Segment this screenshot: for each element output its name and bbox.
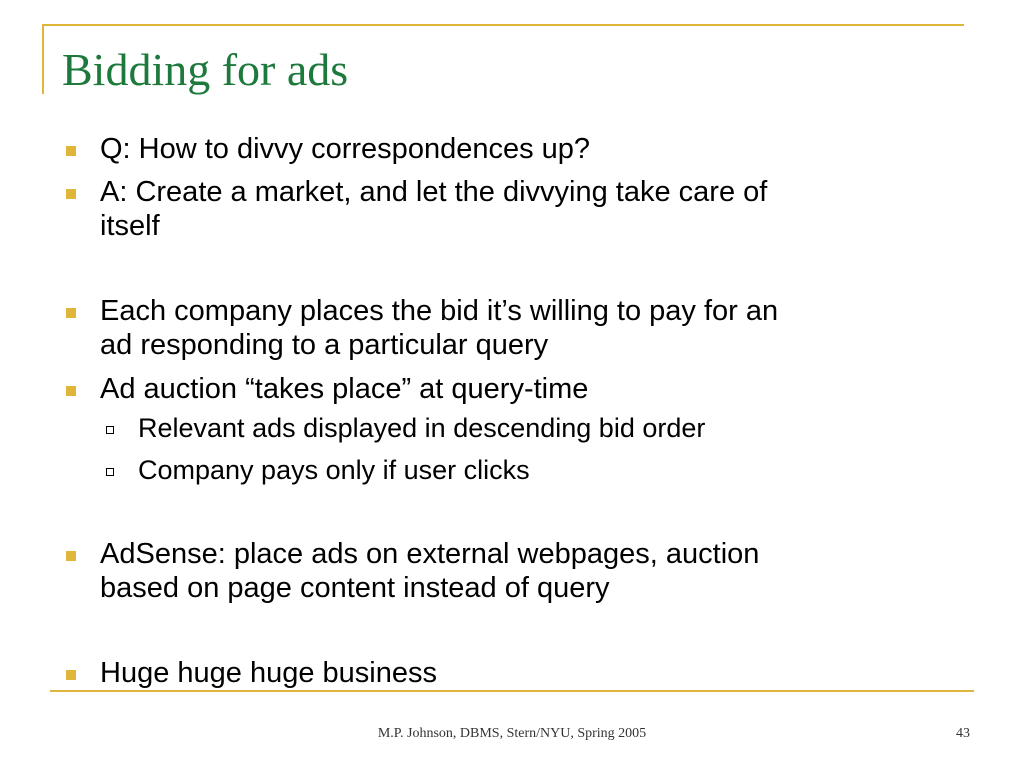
frame-bottom-line	[50, 690, 974, 692]
frame-top-line	[42, 24, 964, 26]
bullet-text-continued: itself	[100, 210, 160, 242]
bullet-text-continued: based on page content instead of query	[100, 572, 610, 604]
frame-left-line	[42, 24, 44, 94]
bullet-text: Q: How to divvy correspondences up?	[100, 133, 591, 165]
square-bullet-icon	[66, 551, 76, 561]
hollow-square-bullet-icon	[106, 468, 114, 476]
slide-footer: M.P. Johnson, DBMS, Stern/NYU, Spring 2005	[377, 726, 647, 741]
square-bullet-icon	[66, 386, 76, 396]
bullet-text: Huge huge huge business	[100, 657, 437, 689]
sub-bullet-text: Relevant ads displayed in descending bid order	[138, 413, 706, 443]
page-number: 43	[956, 726, 970, 741]
slide-title: Bidding for ads	[62, 44, 349, 95]
square-bullet-icon	[66, 146, 76, 156]
bullet-text: A: Create a market, and let the divvying take care of	[100, 176, 768, 208]
square-bullet-icon	[66, 189, 76, 199]
sub-bullet-text: Company pays only if user clicks	[138, 455, 530, 485]
bullet-text: Ad auction “takes place” at query-time	[100, 373, 589, 405]
bullet-text: AdSense: place ads on external webpages, auction	[100, 538, 760, 570]
square-bullet-icon	[66, 308, 76, 318]
bullet-text-continued: ad responding to a particular query	[100, 329, 549, 361]
bullet-text: Each company places the bid it’s willing to pay for an	[100, 295, 779, 327]
hollow-square-bullet-icon	[106, 426, 114, 434]
square-bullet-icon	[66, 670, 76, 680]
